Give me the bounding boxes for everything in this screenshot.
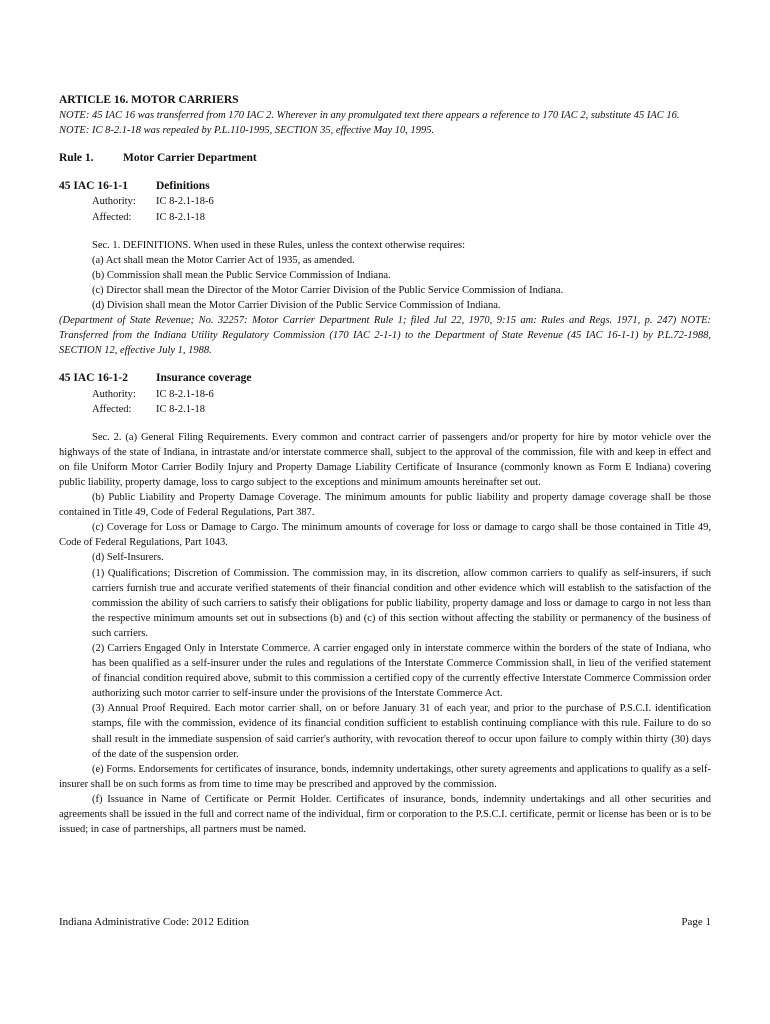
authority-line	[59, 387, 711, 402]
affected-value: IC 8-2.1-18	[156, 403, 205, 415]
paragraph-b: (b) Public Liability and Property Damage Coverage. The minimum amounts for public liability and property damage coverage shall be those contained in Title 49, Code of Federal Regulations, Part 387.	[59, 492, 711, 519]
definition-item: (b) Commission shall mean the Public Service Commission of Indiana.	[92, 269, 391, 281]
page-footer	[59, 916, 711, 928]
paragraph-d1: (1) Qualifications; Discretion of Commission. The commission may, in its discretion, allow common carriers to qualify as self-insurers, if such carriers furnish true and accurate verified statements of their financial condition and other evidence which will establish to the satisfaction of the commission the ability of such carriers to satisfy their obligations for public liability, property damage and loss or damage to cargo in not less than the respective minimum amounts set out in subsections (b) and (c) of this section without affecting the stability or permanency of the business of such carriers.	[92, 567, 711, 639]
authority-value: IC 8-2.1-18-6	[156, 196, 214, 208]
affected-line	[59, 402, 711, 417]
affected-label: Affected:	[92, 211, 132, 223]
affected-value: IC 8-2.1-18	[156, 211, 205, 223]
section-heading	[59, 179, 711, 194]
paragraph-c: (c) Coverage for Loss or Damage to Cargo. The minimum amounts of coverage for loss or damage to cargo shall be those contained in Title 49, Code of Federal Regulations, Part 1043.	[59, 522, 711, 549]
rule-number: Rule 1.	[59, 152, 94, 165]
section-title: Definitions	[156, 180, 210, 193]
section-number: 45 IAC 16-1-1	[59, 180, 128, 193]
paragraph-d3: (3) Annual Proof Required. Each motor carrier shall, on or before January 31 of each year, and prior to the purchase of P.S.C.I. identification stamps, file with the commission, evidence of its financial condition sufficient to establish continuing compliance with this rule. Failure to do so shall result in the immediate suspension of said carrier's authority, with revocation thereof to occur upon failure to comply within thirty (30) days of the date of the suspension order.	[92, 703, 711, 760]
paragraph-d2: (2) Carriers Engaged Only in Interstate Commerce. A carrier engaged only in interstate commerce within the borders of the state of Indiana, who has been qualified as a self-insurer under the rules and regulations of the Interstate Commerce Commission shall, in lieu of the verified statement of financial condition required above, submit to this commission a certified copy of the currently effective Interstate Commerce Commission order authorizing such motor carrier to self-insure under the provisions of the Interstate Commerce Act.	[92, 643, 711, 700]
paragraph-f: (f) Issuance in Name of Certificate or Permit Holder. Certificates of insurance, bonds, indemnity undertakings and all other securities and agreements shall be issued in the full and correct name of the individual, firm or corporation to the P.S.C.I. certificate, permit or license has been or is to be issued; in case of partnerships, all partners must be named.	[59, 793, 711, 836]
section-number: 45 IAC 16-1-2	[59, 372, 128, 385]
section-heading	[59, 371, 711, 386]
article-note-1: NOTE: 45 IAC 16 was transferred from 170 IAC 2. Wherever in any promulgated text there appears a reference to 170 IAC 2, substitute 45 IAC 16.	[59, 110, 680, 122]
paragraph-a: Sec. 2. (a) General Filing Requirements. Every common and contract carrier of passengers and/or property for hire by motor vehicle over the highways of the state of Indiana, in intrastate and/or interstate commerce shall, subject to the approval of the commission, file with and keep in effect and on file Uniform Motor Carrier Bodily Injury and Property Damage Liability Certificate of Insurance (commonly known as Form E Indiana) covering public liability, property damage, loss to cargo subject to the exceptions and minimum amounts hereinafter set out.	[59, 431, 711, 488]
document-page	[59, 93, 711, 837]
paragraph-e: (e) Forms. Endorsements for certificates of insurance, bonds, indemnity undertakings, other surety agreements and applications to qualify as a self-insurer shall be on such forms as from time to time may be prescribed and approved by the commission.	[59, 763, 711, 790]
authority-label: Authority:	[92, 196, 136, 208]
article-title: ARTICLE 16. MOTOR CARRIERS	[59, 94, 239, 106]
definition-item: (d) Division shall mean the Motor Carrier Division of the Public Service Commission of Indiana.	[92, 300, 501, 312]
authority-value: IC 8-2.1-18-6	[156, 388, 214, 400]
affected-line	[59, 210, 711, 225]
authority-line	[59, 194, 711, 209]
section-intro: Sec. 1. DEFINITIONS. When used in these Rules, unless the context otherwise requires:	[92, 239, 466, 251]
section-title: Insurance coverage	[156, 372, 252, 385]
rule-title: Motor Carrier Department	[123, 152, 257, 165]
rule-heading	[59, 151, 711, 166]
history-note: (Department of State Revenue; No. 32257: Motor Carrier Department Rule 1; filed Jul 22, 1970, 9:15 am: Rules and Regs. 1971, p. 247) NOTE: Transferred from the Indiana Utility Regulatory Commission (170 IAC 2-1-1) to the Department of State Revenue (45 IAC 16-1-1) by P.L.72-1988, SECTION 12, effective July 1, 1988.	[59, 315, 711, 357]
authority-label: Authority:	[92, 388, 136, 400]
page-number: Page 1	[681, 916, 711, 928]
article-note-2: NOTE: IC 8-2.1-18 was repealed by P.L.110-1995, SECTION 35, effective May 10, 1995.	[59, 125, 435, 137]
affected-label: Affected:	[92, 403, 132, 415]
definition-item: (c) Director shall mean the Director of the Motor Carrier Division of the Public Service Commission of Indiana.	[92, 284, 564, 296]
definition-item: (a) Act shall mean the Motor Carrier Act of 1935, as amended.	[92, 254, 355, 266]
footer-edition: Indiana Administrative Code: 2012 Edition	[59, 916, 250, 928]
paragraph-d: (d) Self-Insurers.	[92, 552, 164, 564]
